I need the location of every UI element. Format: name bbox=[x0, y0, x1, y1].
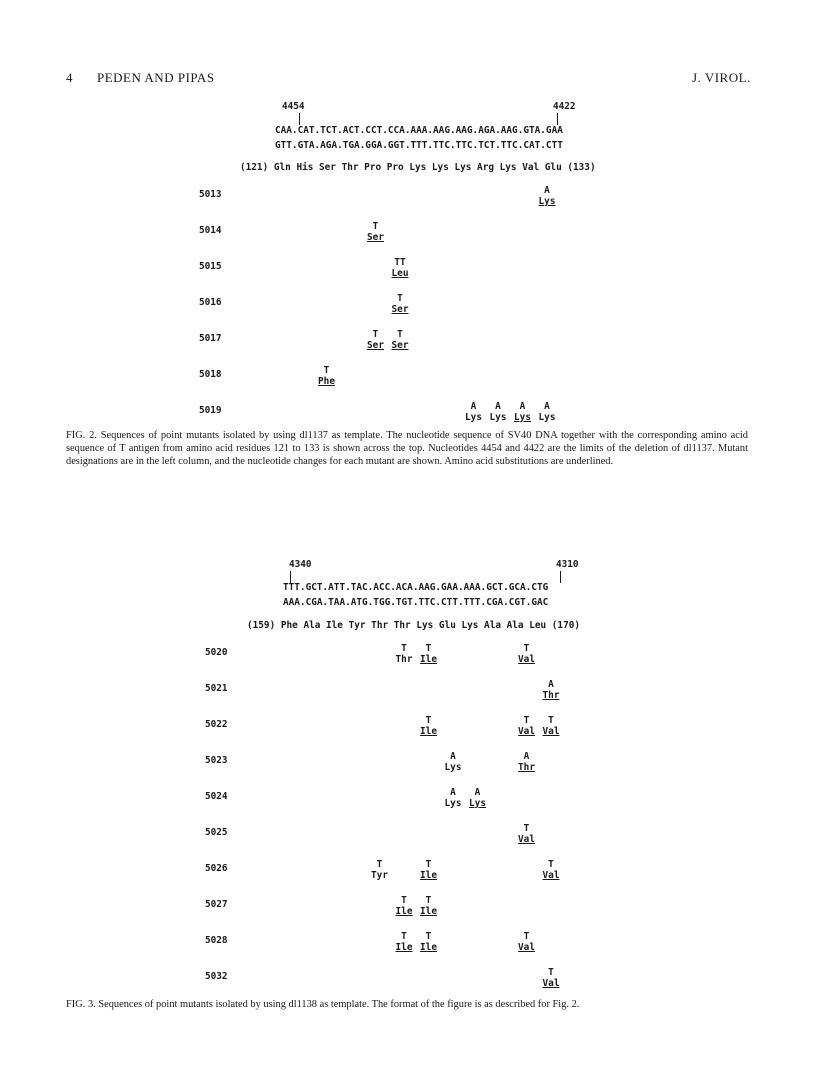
fig3-nt-left-label: 4340 bbox=[289, 559, 312, 570]
nucleotide-change: T bbox=[425, 895, 432, 906]
mutant-id: 5024 bbox=[205, 791, 228, 802]
amino-acid-substitution: Ile bbox=[420, 870, 437, 881]
nucleotide-change: A bbox=[523, 751, 530, 762]
amino-acid-substitution: Thr bbox=[518, 762, 535, 773]
nucleotide-change: T bbox=[372, 329, 379, 340]
nucleotide-change: A bbox=[474, 787, 481, 798]
nucleotide-change: A bbox=[450, 787, 456, 798]
page-number: 4 bbox=[66, 70, 73, 85]
mutant-id: 5025 bbox=[205, 827, 228, 838]
fig2-protein-sequence: (121) Gln His Ser Thr Pro Pro Lys Lys Lys Arg Lys Val Glu (133) bbox=[240, 162, 596, 173]
mutant-id: 5018 bbox=[199, 369, 222, 380]
fig2-caption: FIG. 2. Sequences of point mutants isolated by using dl1137 as template. The nucleotide sequence of SV40 DNA together with the corresponding amino acid sequence of T antigen from amino acid residues 121 to 133 is shown across the top. Nucleotides 4454 and 4422 are the limits of the deletion of dl1137. Mutant designations are in the left column, and the nucleotide changes for each mutant are shown. Amino acid substitutions are underlined. bbox=[66, 430, 748, 467]
nucleotide-change: A bbox=[544, 185, 550, 196]
mutant-id: 5027 bbox=[205, 899, 228, 910]
amino-acid-substitution: Val bbox=[542, 978, 560, 989]
mutant-id: 5022 bbox=[205, 719, 228, 730]
running-authors: PEDEN AND PIPAS bbox=[97, 70, 215, 85]
mutant-id: 5013 bbox=[199, 189, 222, 200]
nucleotide-change: T bbox=[425, 715, 432, 726]
amino-acid-substitution: Lys bbox=[514, 412, 531, 423]
mutant-id: 5021 bbox=[205, 683, 228, 694]
amino-acid-substitution: Ile bbox=[395, 906, 413, 917]
amino-acid-substitution: Ile bbox=[420, 726, 437, 737]
nucleotide-change: T bbox=[523, 715, 530, 726]
amino-acid-substitution: Ile bbox=[420, 942, 437, 953]
nucleotide-change: T bbox=[401, 931, 407, 942]
fig2-sequence-top: CAA.CAT.TCT.ACT.CCT.CCA.AAA.AAG.AAG.AGA.AAG.GTA.GAA bbox=[275, 125, 563, 136]
mutant-id: 5020 bbox=[205, 647, 228, 658]
amino-acid-substitution: Val bbox=[542, 726, 560, 737]
nucleotide-change: A bbox=[544, 401, 550, 412]
nucleotide-change: T bbox=[523, 931, 530, 942]
fig3-sequence-top: TTT.GCT.ATT.TAC.ACC.ACA.AAG.GAA.AAA.GCT.GCA.CTG bbox=[283, 582, 549, 593]
nucleotide-change: T bbox=[523, 643, 530, 654]
nucleotide-change: A bbox=[548, 679, 554, 690]
amino-acid-substitution: Val bbox=[518, 942, 535, 953]
nucleotide-change: T bbox=[425, 859, 432, 870]
amino-acid: Lys bbox=[538, 412, 556, 423]
nucleotide-change: A bbox=[470, 401, 477, 412]
nucleotide-change: T bbox=[376, 859, 383, 870]
amino-acid-substitution: Ile bbox=[395, 942, 413, 953]
journal-name: J. VIROL. bbox=[692, 70, 751, 85]
mutant-id: 5014 bbox=[199, 225, 222, 236]
mutant-id: 5016 bbox=[199, 297, 222, 308]
amino-acid-substitution: Ser bbox=[367, 232, 384, 243]
fig2-nt-left-label: 4454 bbox=[282, 101, 305, 112]
amino-acid: Lys bbox=[444, 762, 462, 773]
mutant-id: 5026 bbox=[205, 863, 228, 874]
fig3-sequence-bottom: AAA.CGA.TAA.ATG.TGG.TGT.TTC.CTT.TTT.CGA.CGT.GAC bbox=[283, 597, 549, 608]
amino-acid: Thr bbox=[395, 654, 413, 665]
nucleotide-change: T bbox=[397, 329, 403, 340]
amino-acid: Lys bbox=[465, 412, 482, 423]
amino-acid-substitution: Val bbox=[518, 654, 535, 665]
fig2-nt-left-tick bbox=[299, 113, 300, 125]
nucleotide-change: T bbox=[548, 715, 554, 726]
fig3-nt-right-label: 4310 bbox=[556, 559, 579, 570]
amino-acid-substitution: Ser bbox=[391, 304, 409, 315]
amino-acid-substitution: Phe bbox=[318, 376, 335, 387]
mutant-id: 5017 bbox=[199, 333, 222, 344]
nucleotide-change: TT bbox=[394, 257, 406, 268]
amino-acid-substitution: Ile bbox=[420, 906, 437, 917]
amino-acid-substitution: Ile bbox=[420, 654, 437, 665]
nucleotide-change: T bbox=[397, 293, 403, 304]
fig3-nt-right-tick bbox=[560, 571, 561, 583]
nucleotide-change: T bbox=[401, 643, 407, 654]
amino-acid-substitution: Leu bbox=[391, 268, 409, 279]
nucleotide-change: T bbox=[523, 823, 530, 834]
mutant-id: 5019 bbox=[199, 405, 222, 416]
amino-acid: Lys bbox=[444, 798, 462, 809]
amino-acid: Lys bbox=[489, 412, 507, 423]
mutant-id: 5032 bbox=[205, 971, 228, 982]
nucleotide-change: A bbox=[519, 401, 526, 412]
amino-acid-substitution: Lys bbox=[469, 798, 486, 809]
nucleotide-change: A bbox=[495, 401, 501, 412]
nucleotide-change: T bbox=[548, 859, 554, 870]
nucleotide-change: A bbox=[450, 751, 456, 762]
amino-acid-substitution: Val bbox=[542, 870, 560, 881]
amino-acid-substitution: Ser bbox=[391, 340, 409, 351]
nucleotide-change: T bbox=[425, 931, 432, 942]
amino-acid-substitution: Ser bbox=[367, 340, 384, 351]
amino-acid-substitution: Val bbox=[518, 726, 535, 737]
fig2-sequence-bottom: GTT.GTA.AGA.TGA.GGA.GGT.TTT.TTC.TTC.TCT.TTC.CAT.CTT bbox=[275, 140, 563, 151]
nucleotide-change: T bbox=[425, 643, 432, 654]
nucleotide-change: T bbox=[548, 967, 554, 978]
nucleotide-change: T bbox=[372, 221, 379, 232]
nucleotide-change: T bbox=[323, 365, 330, 376]
mutant-id: 5028 bbox=[205, 935, 228, 946]
amino-acid: Tyr bbox=[371, 870, 388, 881]
amino-acid-substitution: Thr bbox=[542, 690, 560, 701]
fig3-caption: FIG. 3. Sequences of point mutants isolated by using dl1138 as template. The format of the figure is as described for Fig. 2. bbox=[66, 999, 580, 1010]
fig2-nt-right-label: 4422 bbox=[553, 101, 576, 112]
mutant-id: 5023 bbox=[205, 755, 228, 766]
amino-acid-substitution: Val bbox=[518, 834, 535, 845]
fig3-protein-sequence: (159) Phe Ala Ile Tyr Thr Thr Lys Glu Lys Ala Ala Leu (170) bbox=[247, 620, 581, 631]
mutant-id: 5015 bbox=[199, 261, 222, 272]
nucleotide-change: T bbox=[401, 895, 407, 906]
amino-acid-substitution: Lys bbox=[538, 196, 556, 207]
fig2-nt-right-tick bbox=[557, 113, 558, 125]
